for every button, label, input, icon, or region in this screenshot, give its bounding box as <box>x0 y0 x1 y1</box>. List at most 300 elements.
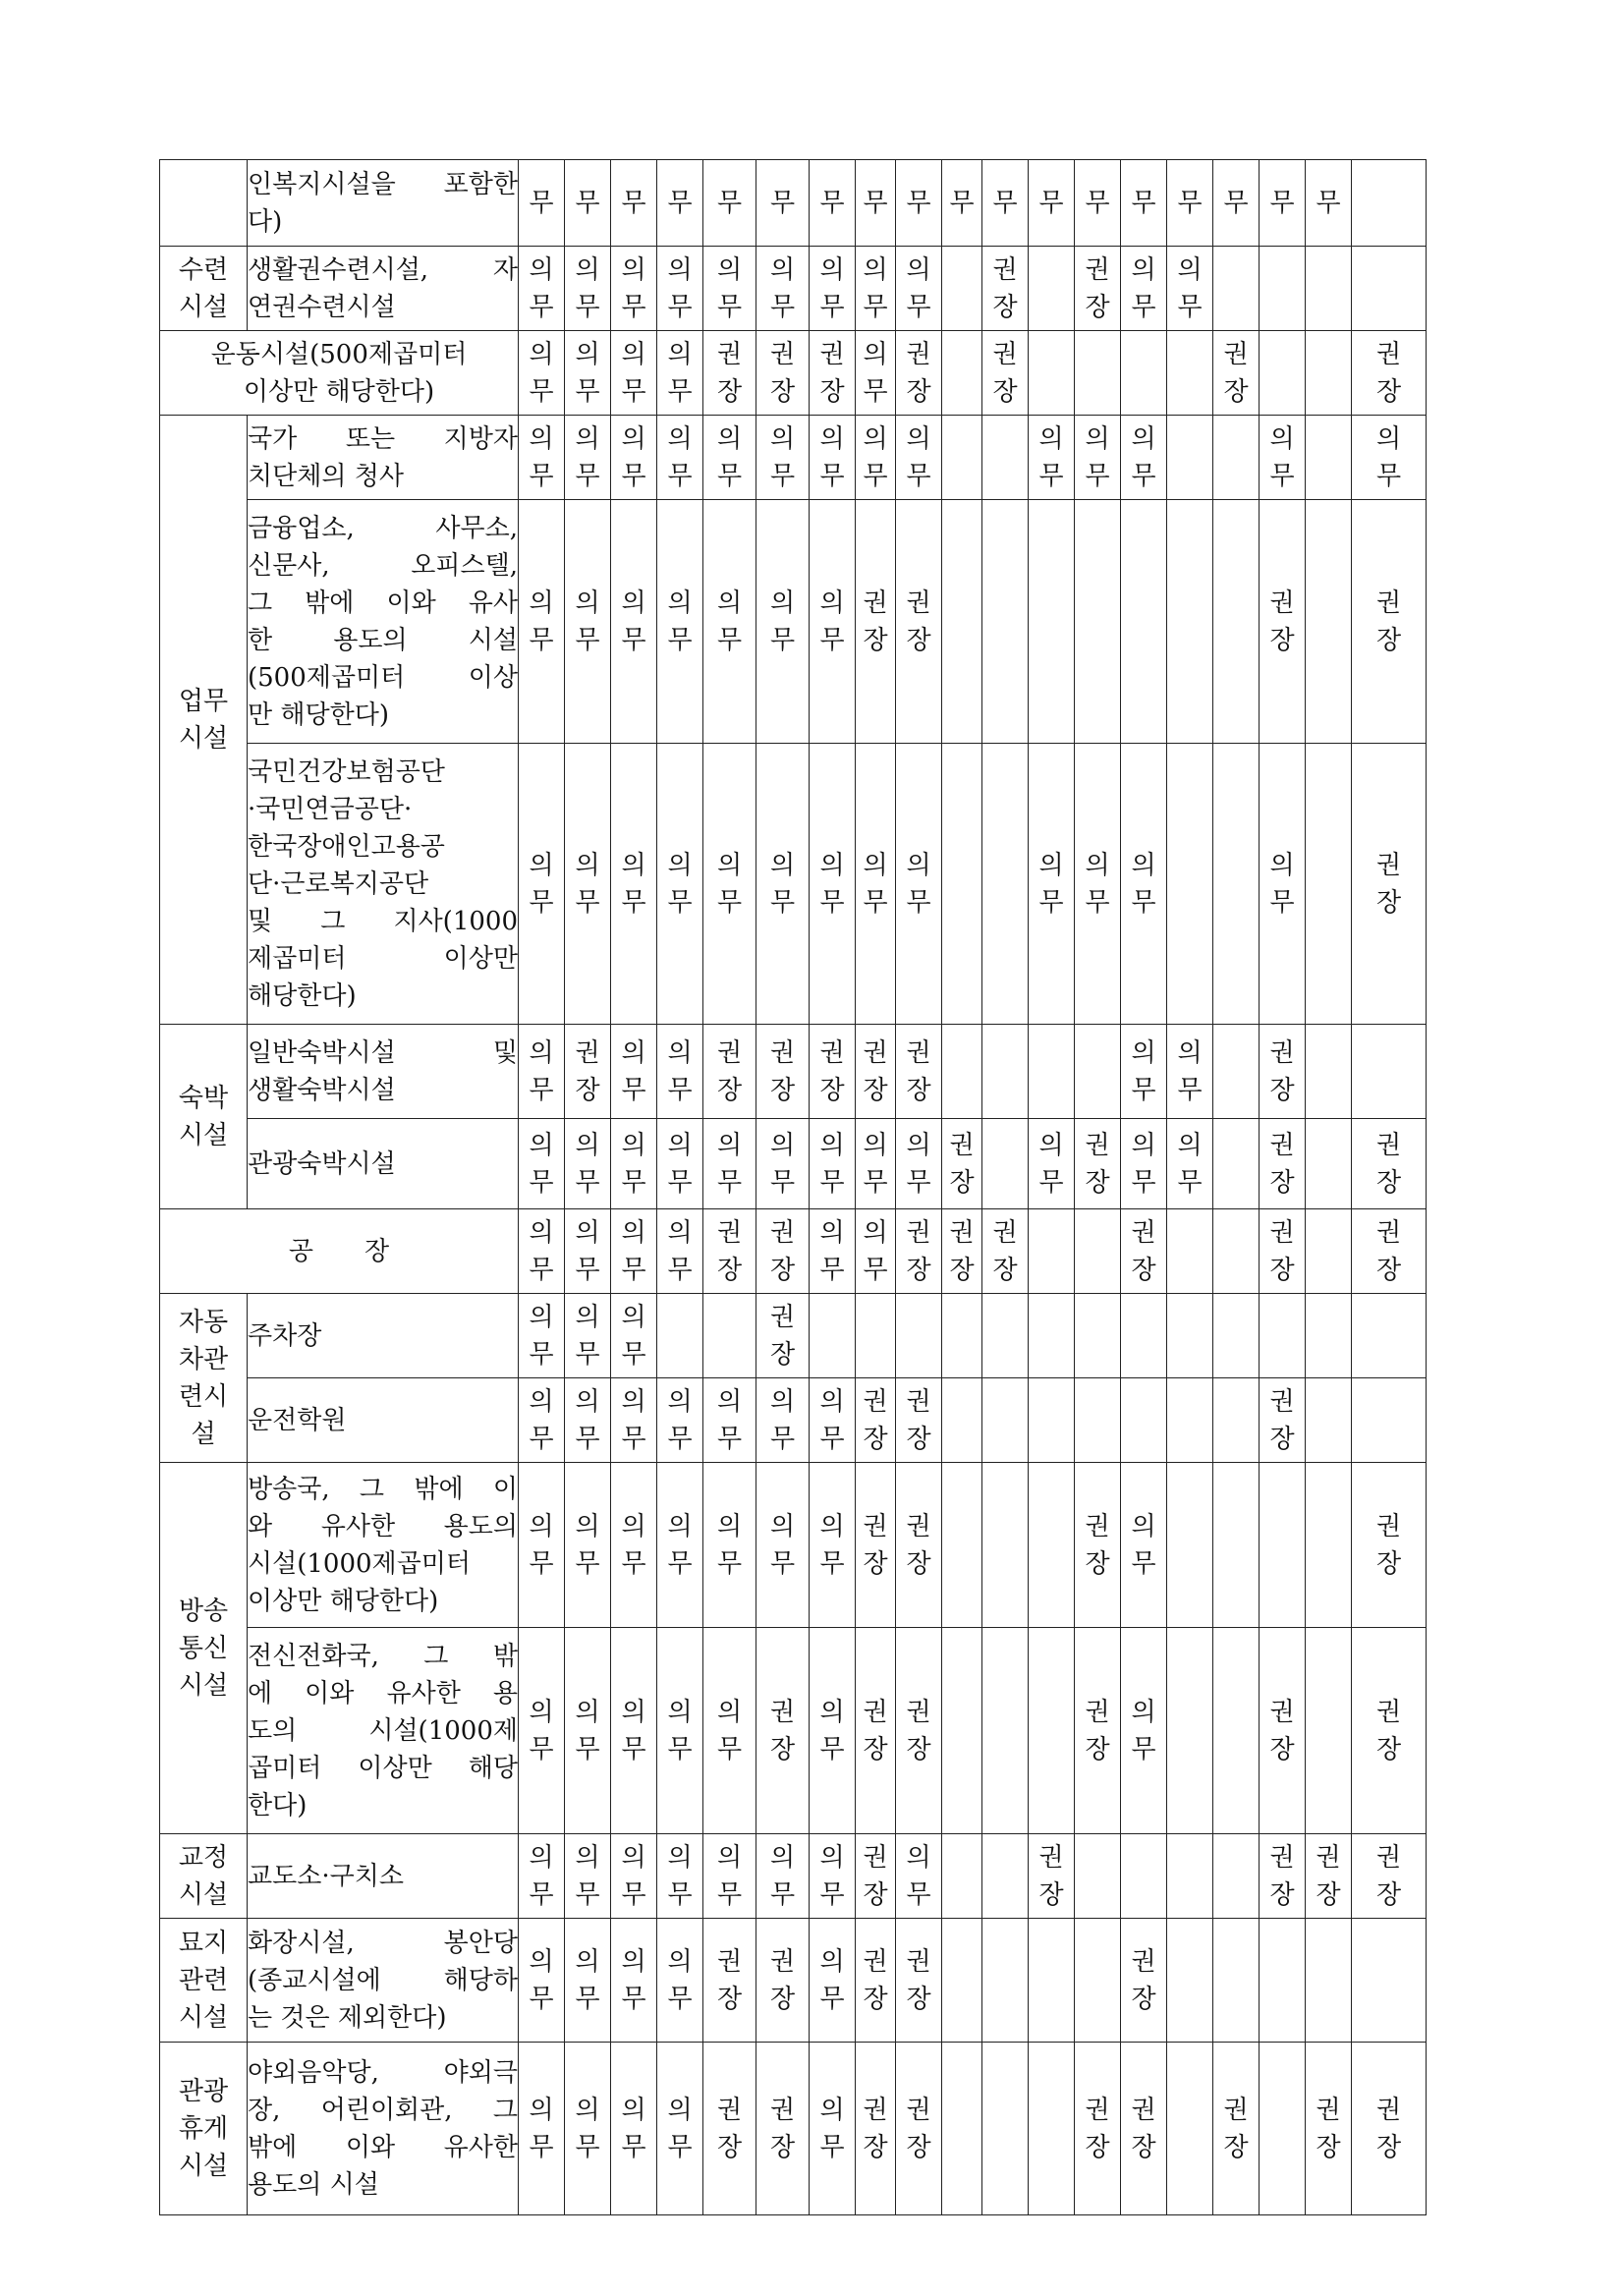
requirement-text: 의 무 <box>819 850 845 918</box>
requirement-text: 권 장 <box>863 1842 888 1910</box>
requirement-cell <box>1260 1463 1306 1628</box>
requirement-cell <box>1352 1119 1427 1209</box>
requirement-text: 의 무 <box>1269 423 1295 491</box>
text-line: 시설 <box>178 1670 229 1701</box>
requirement-text: 권 장 <box>1131 1946 1156 2014</box>
text-line: 관광 <box>178 2076 229 2106</box>
requirement-text: 의 무 <box>863 254 888 322</box>
requirement-text: 의 무 <box>906 1130 931 1198</box>
requirement-cell <box>756 416 810 500</box>
requirement-text: 의 무 <box>716 1130 743 1198</box>
category-cell <box>160 1834 248 1919</box>
text-line: 한 용도의 시설 <box>248 625 518 655</box>
requirement-text: 의 무 <box>621 1217 646 1285</box>
requirement-cell <box>942 1919 982 2043</box>
text-line: 방송 <box>178 1596 229 1626</box>
text-line: 설 <box>191 1419 216 1449</box>
requirement-text: 의 무 <box>667 1386 693 1454</box>
requirement-cell <box>519 247 565 331</box>
requirement-cell <box>810 500 856 744</box>
requirement-cell <box>611 247 657 331</box>
requirement-cell <box>1352 500 1427 744</box>
requirement-text: 의 무 <box>819 1842 845 1910</box>
requirement-text: 의 무 <box>529 1697 554 1764</box>
facility-name-cell <box>248 1294 519 1378</box>
requirement-cell <box>942 744 982 1025</box>
requirement-cell <box>982 1119 1029 1209</box>
requirement-cell <box>1213 1119 1260 1209</box>
requirement-text: 권 장 <box>1038 1842 1064 1910</box>
table-row <box>160 416 1427 500</box>
facility-name-cell <box>248 160 519 247</box>
requirement-cell <box>756 1119 810 1209</box>
requirement-cell <box>611 1294 657 1378</box>
requirement-cell <box>1121 160 1167 247</box>
requirement-cell <box>856 744 896 1025</box>
requirement-cell <box>657 500 703 744</box>
requirement-cell <box>703 160 756 247</box>
requirement-cell <box>856 160 896 247</box>
facility-name-cell <box>248 1119 519 1209</box>
requirement-cell <box>657 1294 703 1378</box>
requirement-text: 의 무 <box>621 1302 646 1370</box>
text-line: 밖에 이와 유사한 <box>248 2132 518 2162</box>
requirement-text: 의 무 <box>1038 1130 1064 1198</box>
category-cell <box>160 2043 248 2215</box>
requirement-cell <box>942 1463 982 1628</box>
requirement-cell <box>1213 1294 1260 1378</box>
requirement-cell <box>1167 1834 1213 1919</box>
requirement-text: 의 무 <box>575 1302 600 1370</box>
requirement-cell <box>810 1378 856 1463</box>
requirement-cell <box>1260 1294 1306 1378</box>
text-line: 시설 <box>178 2002 229 2033</box>
requirement-cell <box>856 500 896 744</box>
requirement-cell <box>1352 247 1427 331</box>
requirement-cell <box>1352 1463 1427 1628</box>
requirement-text: 의 무 <box>667 1842 693 1910</box>
table-row <box>160 1463 1427 1628</box>
requirement-text: 의 무 <box>1131 1511 1156 1579</box>
text-line: 숙박 <box>178 1083 229 1113</box>
requirement-cell <box>657 247 703 331</box>
requirement-cell <box>1213 1025 1260 1119</box>
requirement-cell <box>703 331 756 416</box>
requirement-cell <box>1029 1463 1075 1628</box>
requirement-text: 의 무 <box>621 588 646 655</box>
requirement-cell <box>703 1025 756 1119</box>
requirement-cell <box>1167 1294 1213 1378</box>
requirement-cell <box>810 1025 856 1119</box>
requirement-cell <box>810 247 856 331</box>
requirement-cell <box>1075 1463 1121 1628</box>
requirement-cell <box>1121 2043 1167 2215</box>
requirement-cell <box>896 247 942 331</box>
requirement-text: 권 장 <box>1269 1037 1295 1105</box>
requirement-cell <box>982 1628 1029 1834</box>
requirement-cell <box>519 744 565 1025</box>
requirement-text: 의 무 <box>667 1511 693 1579</box>
text-line: 장, 어린이회관, 그 <box>248 2095 518 2125</box>
requirement-cell <box>1121 1294 1167 1378</box>
text-line: 이상만 해당한다) <box>248 1586 439 1616</box>
requirement-text: 권 장 <box>863 1386 888 1454</box>
requirement-text: 의 무 <box>1131 423 1156 491</box>
requirement-text: 의 무 <box>769 1130 796 1198</box>
requirement-cell <box>657 1119 703 1209</box>
requirement-cell <box>942 247 982 331</box>
requirement-cell <box>1260 416 1306 500</box>
requirement-text: 권 장 <box>769 1037 796 1105</box>
requirement-cell <box>856 1025 896 1119</box>
requirement-cell <box>856 2043 896 2215</box>
requirement-text: 의 무 <box>906 850 931 918</box>
requirement-cell <box>1167 1628 1213 1834</box>
requirement-cell <box>1075 1209 1121 1294</box>
requirement-text: 의 무 <box>667 254 693 322</box>
requirement-cell <box>896 2043 942 2215</box>
facility-name-cell <box>248 1025 519 1119</box>
requirement-text: 의 무 <box>621 2095 646 2162</box>
requirement-cell <box>1121 416 1167 500</box>
requirement-text: 무 <box>1038 188 1064 218</box>
requirement-cell <box>565 1209 611 1294</box>
requirement-text: 의 무 <box>575 2095 600 2162</box>
requirement-cell <box>1260 2043 1306 2215</box>
facility-name-cell <box>248 416 519 500</box>
requirement-text: 의 무 <box>575 254 600 322</box>
requirement-cell <box>519 2043 565 2215</box>
requirement-cell <box>756 1294 810 1378</box>
requirement-cell <box>1213 2043 1260 2215</box>
text-line: 용도의 시설 <box>248 2169 379 2200</box>
requirement-cell <box>982 331 1029 416</box>
requirement-cell <box>1121 1119 1167 1209</box>
requirement-cell <box>519 500 565 744</box>
requirement-cell <box>1121 1378 1167 1463</box>
requirement-text: 권 장 <box>769 1217 796 1285</box>
requirement-cell <box>1121 744 1167 1025</box>
text-line: 주차장 <box>248 1320 322 1351</box>
text-line: 관련 <box>178 1965 229 1995</box>
requirement-cell <box>1306 1294 1352 1378</box>
requirement-cell <box>1306 1834 1352 1919</box>
text-line: 운전학원 <box>248 1405 347 1435</box>
requirement-text: 의 무 <box>769 850 796 918</box>
text-line: 방송국, 그 밖에 이 <box>248 1474 518 1504</box>
requirement-cell <box>565 1628 611 1834</box>
requirement-cell <box>565 744 611 1025</box>
table-body <box>160 160 1427 2215</box>
requirement-cell <box>1306 1209 1352 1294</box>
requirement-text: 의 무 <box>667 1946 693 2014</box>
table-row <box>160 1294 1427 1378</box>
text-line: 곱미터 이상만 해당 <box>248 1753 518 1783</box>
requirement-cell <box>565 416 611 500</box>
requirement-text: 의 무 <box>819 254 845 322</box>
requirement-text: 의 무 <box>769 1386 796 1454</box>
requirement-cell <box>611 1209 657 1294</box>
requirement-cell <box>519 1025 565 1119</box>
requirement-text: 의 무 <box>819 2095 845 2162</box>
requirement-cell <box>896 1294 942 1378</box>
requirement-cell <box>1260 247 1306 331</box>
requirement-cell <box>611 2043 657 2215</box>
requirement-cell <box>1352 160 1427 247</box>
text-line: 시설 <box>178 292 229 322</box>
text-line: 교도소·구치소 <box>248 1861 404 1891</box>
text-line: 이상만 해당한다) <box>243 376 435 407</box>
requirement-cell <box>703 1209 756 1294</box>
requirement-cell <box>1306 1025 1352 1119</box>
requirement-cell <box>1167 331 1213 416</box>
facility-name-cell <box>248 2043 519 2215</box>
requirement-cell <box>611 416 657 500</box>
requirement-cell <box>611 1834 657 1919</box>
requirement-cell <box>982 1025 1029 1119</box>
requirement-text: 권 장 <box>769 1697 796 1764</box>
requirement-cell <box>756 247 810 331</box>
requirement-cell <box>1352 1378 1427 1463</box>
text-line: (500제곱미터 이상 <box>248 662 518 693</box>
requirement-cell <box>1306 1378 1352 1463</box>
text-line: 생활숙박시설 <box>248 1075 396 1105</box>
requirement-cell <box>519 1919 565 2043</box>
requirement-cell <box>896 1463 942 1628</box>
requirement-cell <box>810 1209 856 1294</box>
requirement-text: 권 장 <box>906 339 931 407</box>
text-line: 제곱미터 이상만 <box>248 943 518 974</box>
requirement-cell <box>657 1834 703 1919</box>
requirement-cell <box>1029 1119 1075 1209</box>
requirement-text: 권 장 <box>1085 1697 1110 1764</box>
requirement-text: 무 <box>863 188 888 218</box>
table-row <box>160 500 1427 744</box>
requirement-text: 의 무 <box>575 1217 600 1285</box>
requirement-text: 의 무 <box>769 588 796 655</box>
requirement-text: 권 장 <box>1269 1130 1295 1198</box>
requirement-cell <box>942 1209 982 1294</box>
requirement-text: 의 무 <box>863 1217 888 1285</box>
requirement-text: 의 무 <box>621 423 646 491</box>
requirement-cell <box>1029 416 1075 500</box>
requirement-cell <box>1121 1463 1167 1628</box>
requirement-text: 권 장 <box>1375 1697 1402 1764</box>
requirement-text: 무 <box>1223 188 1249 218</box>
table-row <box>160 744 1427 1025</box>
text-line: 한국장애인고용공 <box>248 831 445 862</box>
requirement-text: 의 무 <box>529 1386 554 1454</box>
text-line: 및 그 지사(1000 <box>248 906 518 936</box>
requirement-cell <box>1075 744 1121 1025</box>
requirement-cell <box>942 331 982 416</box>
text-line: 운동시설(500제곱미터 <box>210 339 468 369</box>
requirement-text: 의 무 <box>819 1386 845 1454</box>
requirement-text: 의 무 <box>906 254 931 322</box>
requirement-cell <box>1352 2043 1427 2215</box>
requirement-text: 의 무 <box>1177 1037 1203 1105</box>
table-row <box>160 1834 1427 1919</box>
requirement-text: 무 <box>1085 188 1110 218</box>
requirement-text: 의 무 <box>575 1842 600 1910</box>
requirement-cell <box>942 500 982 744</box>
requirement-text: 권 장 <box>992 339 1018 407</box>
requirement-text: 권 장 <box>1375 1511 1402 1579</box>
facility-name-cell <box>248 1628 519 1834</box>
text-line: 시설 <box>178 723 229 754</box>
requirement-cell <box>982 1294 1029 1378</box>
requirement-text: 권 장 <box>906 1386 931 1454</box>
category-cell <box>160 1919 248 2043</box>
requirement-cell <box>756 160 810 247</box>
requirement-text: 의 무 <box>529 1946 554 2014</box>
requirement-text: 의 무 <box>819 588 845 655</box>
requirement-text: 권 장 <box>575 1037 600 1105</box>
text-line: 시설(1000제곱미터 <box>248 1548 472 1579</box>
requirement-cell <box>756 1378 810 1463</box>
requirement-text: 무 <box>906 188 931 218</box>
table-row <box>160 1119 1427 1209</box>
table-row <box>160 1628 1427 1834</box>
requirement-cell <box>1167 416 1213 500</box>
requirement-text: 의 무 <box>621 1842 646 1910</box>
requirement-cell <box>1075 247 1121 331</box>
requirement-cell <box>1029 1919 1075 2043</box>
requirement-cell <box>942 160 982 247</box>
text-line: 화장시설, 봉안당 <box>248 1928 518 1958</box>
text-line: 시설 <box>178 2151 229 2181</box>
facility-name-cell <box>248 500 519 744</box>
requirement-cell <box>810 1463 856 1628</box>
facility-name-cell <box>248 1919 519 2043</box>
requirement-text: 권 장 <box>906 1697 931 1764</box>
text-line: 일반숙박시설 및 <box>248 1037 518 1068</box>
requirement-cell <box>519 1209 565 1294</box>
requirement-cell <box>1352 1209 1427 1294</box>
requirement-text: 의 무 <box>529 1130 554 1198</box>
requirement-text: 무 <box>621 188 646 218</box>
requirement-cell <box>1075 1378 1121 1463</box>
requirement-text: 의 무 <box>529 423 554 491</box>
requirement-cell <box>565 1119 611 1209</box>
requirement-cell <box>982 1463 1029 1628</box>
requirement-text: 의 무 <box>1038 850 1064 918</box>
requirement-text: 권 장 <box>863 1037 888 1105</box>
requirement-text: 의 무 <box>529 1511 554 1579</box>
requirement-cell <box>1167 500 1213 744</box>
requirement-cell <box>810 1119 856 1209</box>
text-line: 단·근로복지공단 <box>248 868 429 899</box>
requirement-cell <box>810 160 856 247</box>
requirement-text: 의 무 <box>575 1130 600 1198</box>
requirement-cell <box>657 1919 703 2043</box>
table-row <box>160 1919 1427 2043</box>
requirement-cell <box>896 500 942 744</box>
table-row <box>160 2043 1427 2215</box>
requirement-text: 의 무 <box>621 339 646 407</box>
requirement-cell <box>1075 500 1121 744</box>
requirement-text: 권 장 <box>1223 339 1249 407</box>
text-line: 국민건강보험공단 <box>248 756 445 787</box>
requirement-cell <box>657 1209 703 1294</box>
requirement-text: 의 무 <box>1131 1697 1156 1764</box>
requirement-cell <box>1029 2043 1075 2215</box>
requirement-cell <box>1213 1463 1260 1628</box>
requirement-cell <box>1167 1919 1213 2043</box>
requirement-cell <box>942 1025 982 1119</box>
requirement-text: 의 무 <box>716 1697 743 1764</box>
requirement-cell <box>1121 1919 1167 2043</box>
requirement-cell <box>1260 1628 1306 1834</box>
requirement-text: 의 무 <box>1177 1130 1203 1198</box>
requirement-cell <box>896 1919 942 2043</box>
text-line: 교정 <box>178 1842 229 1873</box>
requirement-cell <box>1260 1834 1306 1919</box>
facility-name-cell <box>248 247 519 331</box>
requirement-text: 의 무 <box>621 1130 646 1198</box>
requirement-cell <box>982 1834 1029 1919</box>
requirement-cell <box>1352 1294 1427 1378</box>
requirement-cell <box>1075 2043 1121 2215</box>
requirement-cell <box>1306 416 1352 500</box>
requirement-cell <box>856 1378 896 1463</box>
requirement-cell <box>565 1834 611 1919</box>
requirement-cell <box>1352 1834 1427 1919</box>
requirement-cell <box>1213 500 1260 744</box>
requirement-text: 권 장 <box>1375 1217 1402 1285</box>
requirement-text: 권 장 <box>1375 1842 1402 1910</box>
requirement-cell <box>703 1834 756 1919</box>
text-line: 신문사, 오피스텔, <box>248 550 518 581</box>
requirement-cell <box>1167 2043 1213 2215</box>
requirement-cell <box>942 1834 982 1919</box>
requirement-text: 의 무 <box>575 1946 600 2014</box>
requirement-cell <box>565 247 611 331</box>
requirement-cell <box>810 2043 856 2215</box>
requirement-text: 의 무 <box>529 850 554 918</box>
requirement-cell <box>519 1294 565 1378</box>
requirement-cell <box>1075 1919 1121 2043</box>
requirement-text: 의 무 <box>716 588 743 655</box>
requirement-cell <box>657 744 703 1025</box>
requirement-text: 의 무 <box>716 254 743 322</box>
requirement-text: 권 장 <box>906 1217 931 1285</box>
requirement-text: 무 <box>992 188 1018 218</box>
requirement-text: 권 장 <box>1269 1697 1295 1764</box>
requirement-cell <box>1075 1628 1121 1834</box>
category-cell <box>160 160 248 247</box>
requirement-cell <box>565 1919 611 2043</box>
requirement-cell <box>1167 1025 1213 1119</box>
requirement-text: 권 장 <box>716 2095 743 2162</box>
requirement-text: 의 무 <box>716 1842 743 1910</box>
requirement-text: 권 장 <box>1131 1217 1156 1285</box>
requirement-text: 의 무 <box>621 1697 646 1764</box>
requirement-text: 권 장 <box>906 2095 931 2162</box>
requirement-text: 의 무 <box>529 1217 554 1285</box>
requirement-cell <box>1306 160 1352 247</box>
requirement-cell <box>657 1378 703 1463</box>
text-line: 시설 <box>178 1120 229 1150</box>
requirement-cell <box>565 2043 611 2215</box>
requirement-text: 의 무 <box>769 1842 796 1910</box>
requirement-text: 의 무 <box>1131 1037 1156 1105</box>
requirement-cell <box>519 331 565 416</box>
requirement-text: 권 장 <box>863 1511 888 1579</box>
requirement-text: 권 장 <box>1269 1386 1295 1454</box>
text-line: 그 밖에 이와 유사 <box>248 588 518 618</box>
requirement-text: 권 장 <box>1269 1842 1295 1910</box>
